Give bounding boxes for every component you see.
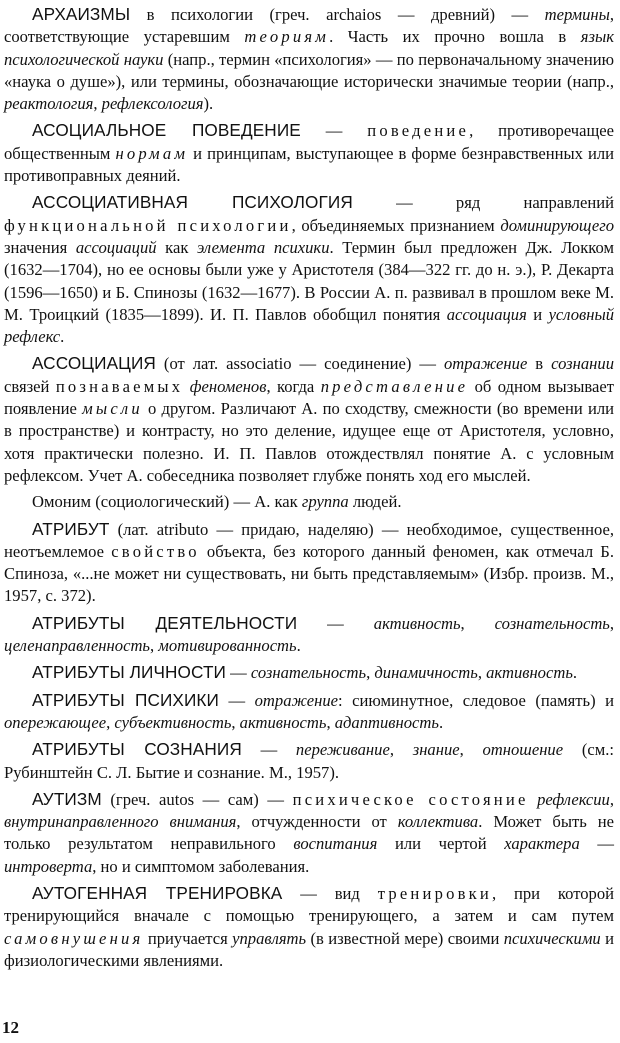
dictionary-entry <box>4 191 614 348</box>
entry-text-run: свойство <box>111 541 200 561</box>
entry-text-run: поведение <box>367 121 470 141</box>
entry-text-run: , <box>366 663 375 683</box>
entry-text-run: отношение <box>482 740 564 760</box>
entry-text-run: функциональной психологии <box>4 215 292 235</box>
entry-text-run: условный рефлекс <box>4 304 614 347</box>
dictionary-entry <box>4 788 614 878</box>
entry-text-run: рефлексии <box>537 789 610 809</box>
entry-text-run: и <box>526 304 549 324</box>
entry-text-run: , <box>231 712 240 732</box>
entry-text-run: , <box>477 663 487 683</box>
entry-text-run: , отчужденности от <box>236 812 398 832</box>
entry-text-run: , <box>106 712 115 732</box>
entry-text-run: переживание <box>295 740 390 760</box>
entry-text-run: — <box>579 834 614 854</box>
dictionary-entry <box>4 119 614 187</box>
entry-text-run: . <box>438 712 444 732</box>
entry-text-run: в <box>527 354 552 374</box>
entry-text-run: сознании <box>551 354 614 374</box>
entry-text-run: . <box>572 663 578 683</box>
entry-text-run: как <box>156 237 198 257</box>
entry-text-run: реактология <box>4 94 94 114</box>
entry-headword: АТРИБУТЫ ПСИХИКИ <box>32 689 219 710</box>
entry-text-run: . Термин был предложен Дж. Локком (1632—1704), но ее основы были уже у Аристотеля (384—322 гг. до н. э.), Р. Декарта (1596—1650) и Б. Спинозы (1632—1677). В России А. п. развивал в прошлом веке М. М. Троицкий (1835—1899). И. П. Павлов обобщил понятия <box>4 237 614 324</box>
entry-text-run: : сиюминутное, следовое (память) и <box>337 690 615 710</box>
dictionary-entry <box>4 352 614 487</box>
entry-text-run: людей. <box>348 492 402 512</box>
dictionary-entry <box>4 612 614 658</box>
entry-text-run: (греч. autos — сам) — <box>101 789 293 809</box>
entry-text-run: элемента психики <box>197 237 330 257</box>
entry-text-run: — <box>219 690 255 710</box>
entry-text-run: , когда <box>266 376 321 396</box>
entry-text-run: — вид <box>282 883 378 903</box>
entry-text-run: , <box>609 789 615 809</box>
entry-headword: АТРИБУТЫ ЛИЧНОСТИ <box>32 662 226 683</box>
entry-text-run: тренировки <box>377 883 492 903</box>
entry-text-run: (лат. atributo — придаю, наделяю) — необходимое, существенное, неотъемлемое <box>4 519 614 561</box>
entry-text-run: ассоциаций <box>75 237 157 257</box>
entry-headword: АСОЦИАЛЬНОЕ ПОВЕДЕНИЕ <box>32 120 301 141</box>
entry-text-run: , соответствующие устаревшим <box>4 5 614 47</box>
entry-text-run: , <box>460 613 495 633</box>
dictionary-entry <box>4 491 614 513</box>
entry-text-run: отражение <box>254 690 338 710</box>
dictionary-entry <box>4 738 614 784</box>
entry-text-run: — ряд направлений <box>352 193 615 213</box>
entry-text-run: группа <box>301 492 349 512</box>
entry-text-run: активность <box>239 712 327 732</box>
entry-text-run: целенаправленность <box>4 636 150 656</box>
entry-text-run: , <box>93 94 102 114</box>
entry-text-run: воспитания <box>293 834 378 854</box>
entry-text-run: ассоциация <box>446 304 527 324</box>
entry-text-run: субъективность <box>114 712 232 732</box>
entry-text-run: объекта, без которого данный феномен, как отмечал Б. Спиноза, «...не может ни существовать, ни быть представляемым» (Избр. произв. М., 1957, с. 372). <box>4 541 614 606</box>
entry-text-run: доминирующего <box>500 215 615 235</box>
entry-text-run: значения <box>4 237 76 257</box>
entry-text-run: , <box>609 613 615 633</box>
entry-text-run: динамичность <box>374 663 478 683</box>
entry-text-run: теориям <box>244 27 330 47</box>
entry-text-run: управлять <box>232 928 307 948</box>
entry-text-run: психическими <box>503 928 601 948</box>
entry-text-run: и физиологическими явлениями. <box>4 928 615 970</box>
entry-text-run: знание <box>412 740 460 760</box>
entry-text-run: (в известной мере) своими <box>306 928 504 948</box>
entry-headword: АРХАИЗМЫ <box>32 4 131 24</box>
entry-text-run <box>529 790 538 809</box>
entry-text-run: в психологии (греч. archaios — древний) — <box>130 5 545 24</box>
entry-text-run: , объединяемых признанием <box>291 215 501 235</box>
entry-text-run: представление <box>320 376 469 396</box>
entry-text-run: язык психологической науки <box>4 27 614 69</box>
entry-headword: АССОЦИАЦИЯ <box>32 353 156 374</box>
entry-text-run: , <box>149 636 159 656</box>
entry-text-run: — <box>241 740 296 760</box>
entry-text-run: опережающее <box>4 712 107 732</box>
entry-text-run: ). <box>203 94 214 114</box>
entry-text-run: Омоним (социологический) — А. как <box>32 492 302 512</box>
entry-text-run: об одном вызывает появление <box>4 376 615 419</box>
entry-text-run: , <box>459 740 483 760</box>
entry-text-run: нормам <box>115 143 189 163</box>
dictionary-entry <box>4 689 614 735</box>
entry-text-run: мотивированность <box>158 636 297 656</box>
entry-text-run: феноменов <box>189 376 267 396</box>
entry-text-run: термины <box>544 5 610 24</box>
entry-text-run: психическое состояние <box>292 789 529 809</box>
page-number: 12 <box>2 1018 19 1037</box>
entry-text-run: характера <box>504 834 580 854</box>
entry-text-run: . Может быть не только результатом неправильного <box>4 812 614 854</box>
entry-text-run: . Часть их прочно вошла в <box>329 27 581 47</box>
entry-text-run: , противоречащее общественным <box>4 121 615 163</box>
entry-text-run: , <box>326 712 335 732</box>
entry-list <box>4 3 614 972</box>
entry-text-run: приучается <box>143 928 233 948</box>
entry-text-run: , но и симптомом заболевания. <box>92 856 310 876</box>
entry-text-run: сознательность <box>250 663 367 683</box>
entry-text-run: самовнушения <box>4 928 144 948</box>
entry-text-run: или чертой <box>377 834 505 854</box>
dictionary-entry <box>4 882 614 972</box>
entry-text-run: связей <box>4 376 56 396</box>
entry-headword: АССОЦИАТИВНАЯ ПСИХОЛОГИЯ <box>32 192 353 213</box>
entry-text-run: активность <box>486 663 573 683</box>
entry-text-run: — <box>300 121 368 141</box>
entry-text-run: активность <box>373 613 461 633</box>
entry-headword: АУТОГЕННАЯ ТРЕНИРОВКА <box>32 882 283 903</box>
entry-text-run: интроверта <box>4 856 93 876</box>
entry-text-run: мысли <box>82 399 143 419</box>
entry-text-run: (напр., термин «психология» — по первоначальному значению «наука о душе»), или термины, обозначающие исторически значимые теории (напр., <box>4 49 614 91</box>
entry-text-run: сознательность <box>494 613 610 633</box>
entry-text-run: внутринаправленного внимания <box>4 812 237 832</box>
dictionary-entry <box>4 3 614 115</box>
entry-text-run: адаптивность <box>334 712 439 732</box>
entry-text-run: . <box>60 327 65 347</box>
entry-text-run: — <box>297 613 374 633</box>
entry-text-run: и принципам, выступающее в форме безнравственных или противоправных деяний. <box>4 143 614 186</box>
entry-text-run: отражение <box>443 354 528 374</box>
dictionary-entry <box>4 661 614 684</box>
entry-text-run: рефлексология <box>101 94 204 114</box>
entry-text-run: познаваемых <box>55 376 184 396</box>
entry-headword: АУТИЗМ <box>32 788 102 809</box>
entry-headword: АТРИБУТЫ ДЕЯТЕЛЬНОСТИ <box>32 612 298 633</box>
entry-text-run: — <box>226 663 251 683</box>
entry-text-run: . <box>296 636 301 656</box>
dictionary-entry <box>4 518 614 608</box>
entry-text-run: , при которой тренирующийся вначале с помощью тренирующего, а затем и сам путем <box>4 883 614 926</box>
entry-headword: АТРИБУТ <box>32 518 110 539</box>
entry-text-run: , <box>389 740 413 760</box>
entry-headword: АТРИБУТЫ СОЗНАНИЯ <box>32 739 242 760</box>
entry-text-run: (см.: Рубинштейн С. Л. Бытие и сознание. М., 1957). <box>4 740 614 782</box>
entry-text-run: коллектива <box>397 812 479 832</box>
entry-text-run: (от лат. associatio — соединение) — <box>155 354 444 374</box>
entry-text-run: о другом. Различают А. по сходству, смежности (во времени или в пространстве) и контрасту, но это деление, идущее еще от Аристотеля, условно, хотя практически полезно. И. П. Павлов отождествлял понятие А. с условным рефлексом. Учет А. собеседника позволяет глубже понять ход его мыслей. <box>4 399 614 485</box>
